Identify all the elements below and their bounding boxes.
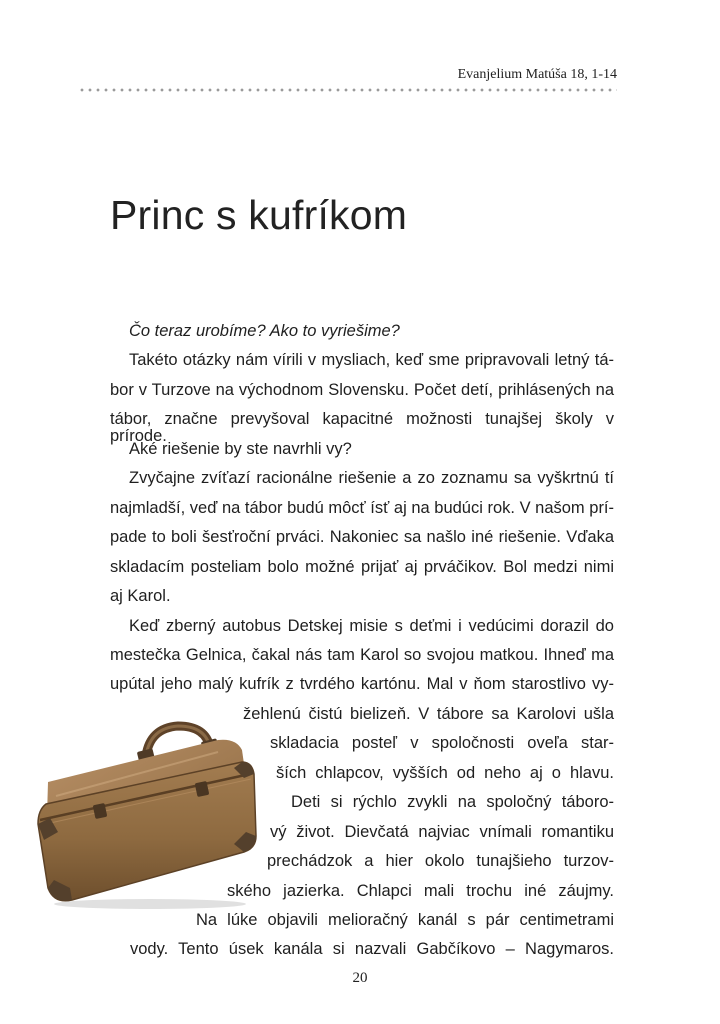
text-line: ského jazierka. Chlapci mali trochu iné záujmy. [227, 882, 614, 900]
text-line: skladacia posteľ v spoločnosti oveľa star- [270, 734, 614, 752]
text-line: vody. Tento úsek kanála si nazvali Gabčíkovo – Nagymaros. [130, 940, 614, 958]
page-number: 20 [352, 970, 368, 986]
running-head: Evanjelium Matúša 18, 1-14 [457, 67, 617, 82]
suitcase-illustration-icon [28, 712, 258, 912]
text-line: bor v Turzove na východnom Slovensku. Počet detí, prihlásených na [110, 381, 614, 399]
text-line: ších chlapcov, vyšších od neho aj o hlavu. [276, 764, 614, 782]
text-line: Čo teraz urobíme? Ako to vyriešime? [129, 322, 400, 340]
text-line: pade to boli šesťroční prváci. Nakoniec sa našlo iné riešenie. Vďaka [110, 528, 614, 546]
text-line: skladacím posteliam bolo možné prijať aj prváčikov. Bol medzi nimi [110, 558, 614, 576]
text-line: žehlenú čistú bielizeň. V tábore sa Karolovi ušla [243, 705, 614, 723]
text-line: vý život. Dievčatá najviac vnímali romantiku [270, 823, 614, 841]
text-line: Takéto otázky nám vírili v mysliach, keď sme pripravovali letný tá- [129, 351, 614, 369]
text-line: prechádzok a hier okolo tunajšieho turzov- [267, 852, 614, 870]
text-line: aj Karol. [110, 587, 171, 605]
text-line: Keď zberný autobus Detskej misie s deťmi i vedúcimi dorazil do [129, 617, 614, 635]
chapter-title: Princ s kufríkom [110, 192, 408, 238]
header-dotted-rule [78, 88, 617, 92]
text-line: najmladší, veď na tábor budú môcť ísť aj na budúci rok. V našom prí- [110, 499, 615, 517]
text-line: tábor, značne prevyšoval kapacitné možnosti tunajšej školy v prírode. [110, 410, 614, 445]
text-line: Deti si rýchlo zvykli na spoločný táboro- [291, 793, 614, 811]
text-line: upútal jeho malý kufrík z tvrdého kartónu. Mal v ňom starostlivo vy- [110, 675, 614, 693]
text-line: mestečka Gelnica, čakal nás tam Karol so svojou matkou. Ihneď ma [110, 646, 614, 664]
text-line: Aké riešenie by ste navrhli vy? [129, 440, 352, 458]
text-line: Na lúke objavili melioračný kanál s pár centimetrami [196, 911, 614, 929]
text-line: Zvyčajne zvíťazí racionálne riešenie a zo zoznamu sa vyškrtnú tí [129, 469, 614, 487]
